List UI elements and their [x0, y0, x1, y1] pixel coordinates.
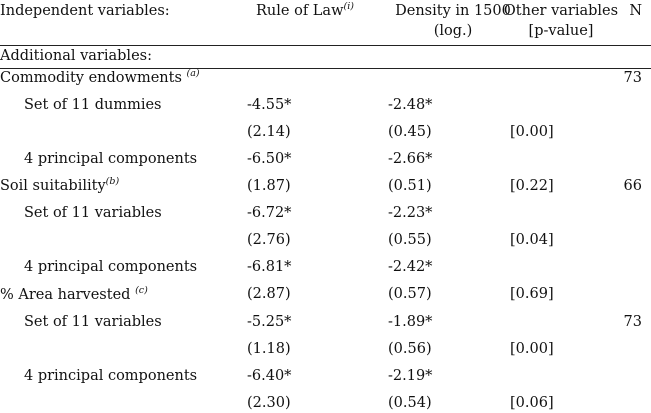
n-value: 73 — [623, 70, 642, 86]
rule-of-law-se: (2.76) — [247, 232, 291, 248]
rule-line — [0, 45, 651, 46]
row-label: 4 principal components — [24, 259, 198, 275]
density-coef: -2.66* — [388, 151, 433, 167]
header-density-sub: (log.) — [433, 23, 473, 39]
header-independent-variables: Independent variables: — [0, 3, 170, 19]
n-value: 66 — [623, 178, 642, 194]
density-se: (0.54) — [388, 395, 432, 411]
rule-of-law-coef: -6.81* — [247, 259, 292, 275]
rule-of-law-se: (2.87) — [247, 286, 291, 302]
header-n: N — [629, 3, 642, 19]
density-se: (0.45) — [388, 124, 432, 140]
row-label: Set of 11 variables — [24, 314, 162, 330]
rule-of-law-coef: -6.72* — [247, 205, 292, 221]
additional-variables-label: Additional variables: — [0, 48, 152, 64]
rule-of-law-coef: -6.50* — [247, 151, 292, 167]
density-coef: -1.89* — [388, 314, 433, 330]
rule-of-law-se: (1.18) — [247, 341, 291, 357]
rule-of-law-coef: -4.55* — [247, 97, 292, 113]
density-se: (0.51) — [388, 178, 432, 194]
density-se: (0.55) — [388, 232, 432, 248]
rule-of-law-coef: -6.40* — [247, 368, 292, 384]
density-coef: -2.48* — [388, 97, 433, 113]
row-label: Set of 11 dummies — [24, 97, 162, 113]
density-coef: -2.23* — [388, 205, 433, 221]
row-label: 4 principal components — [24, 368, 198, 384]
section-title: Commodity endowments $^{(a)}$ — [0, 68, 200, 86]
header-density: Density in 1500 — [395, 3, 511, 19]
density-se: (0.57) — [388, 286, 432, 302]
p-value: [0.22] — [510, 178, 554, 194]
density-se: (0.56) — [388, 341, 432, 357]
row-label: 4 principal components — [24, 151, 198, 167]
p-value: [0.00] — [510, 341, 554, 357]
row-label: Set of 11 variables — [24, 205, 162, 221]
p-value: [0.04] — [510, 232, 554, 248]
rule-of-law-se: (2.14) — [247, 124, 291, 140]
p-value: [0.00] — [510, 124, 554, 140]
n-value: 73 — [623, 314, 642, 330]
p-value: [0.69] — [510, 286, 554, 302]
header-p-value: [p-value] — [528, 23, 594, 39]
rule-line — [0, 68, 651, 69]
p-value: [0.06] — [510, 395, 554, 411]
section-title: % Area harvested $^{(c)}$ — [0, 285, 148, 303]
density-coef: -2.19* — [388, 368, 433, 384]
header-other-variables: Other variables — [503, 3, 619, 19]
density-coef: -2.42* — [388, 259, 433, 275]
rule-of-law-se: (1.87) — [247, 178, 291, 194]
header-rule-of-law: Rule of Law$^{(i)}$ — [256, 1, 354, 19]
rule-of-law-coef: -5.25* — [247, 314, 292, 330]
rule-of-law-se: (2.30) — [247, 395, 291, 411]
section-title: Soil suitability$^{(b)}$ — [0, 176, 120, 194]
